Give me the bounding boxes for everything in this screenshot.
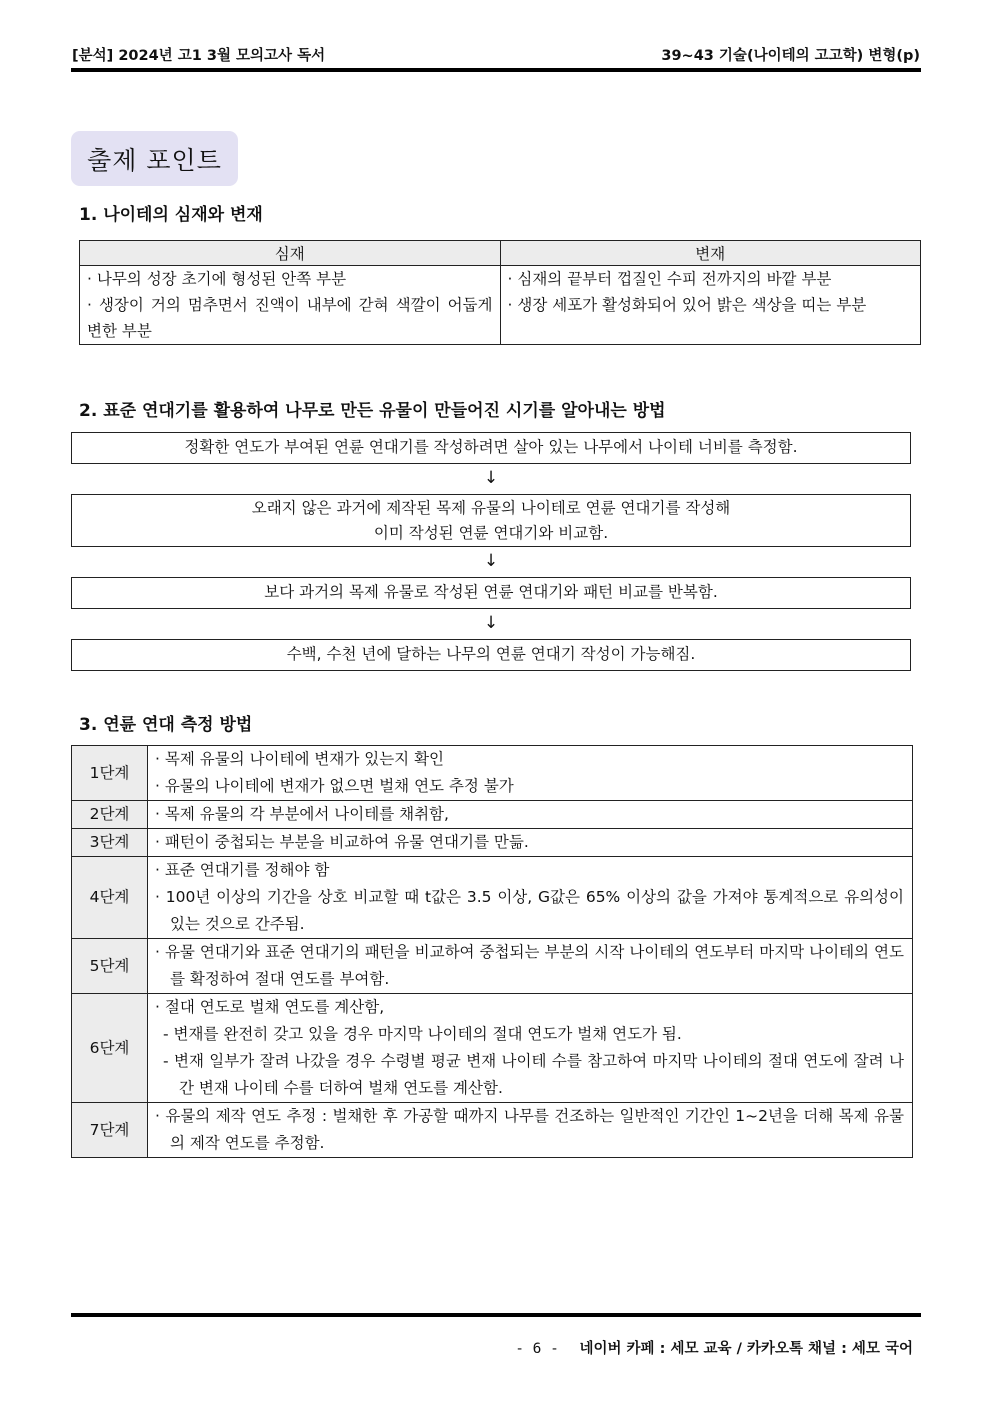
stage-label: 4단계	[72, 857, 148, 939]
heartwood-sapwood-table	[79, 240, 921, 345]
stage-label: 7단계	[72, 1103, 148, 1158]
flow-step-1	[71, 432, 911, 464]
section3-title: 3. 연륜 연대 측정 방법	[79, 715, 253, 735]
stage-row	[72, 829, 913, 857]
down-arrow-icon: ↓	[483, 613, 499, 633]
stage-desc	[148, 801, 913, 829]
footer	[515, 1337, 913, 1358]
stage-label: 3단계	[72, 829, 148, 857]
stage-desc	[148, 829, 913, 857]
sapwood-line: · 생장 세포가 활성화되어 있어 밝은 색상을 띠는 부분	[507, 296, 867, 314]
header-divider	[71, 68, 921, 72]
header-left-title: [분석] 2024년 고1 3월 모의고사 독서	[72, 48, 326, 64]
stage-line: - 변재 일부가 잘려 나갔을 경우 수령별 평균 변재 나이테 수를 참고하여 마지막 나이테의 절대 연도에 잘려 나간 변재 나이테 수를 더하여 벌채 연도를 계산함.	[163, 1052, 904, 1097]
sapwood-header: 변재	[500, 241, 921, 266]
stage-label: 2단계	[72, 801, 148, 829]
stage-desc	[148, 857, 913, 939]
footer-divider	[71, 1313, 921, 1317]
stage-row	[72, 994, 913, 1103]
heartwood-line: · 나무의 성장 초기에 형성된 안쪽 부분	[87, 270, 347, 288]
heartwood-cell	[80, 266, 501, 345]
stage-line: · 유물의 나이테에 변재가 없으면 벌채 연도 추정 불가	[155, 777, 514, 795]
flow-step-2	[71, 494, 911, 547]
flow-step-text: 오래지 않은 과거에 제작된 목제 유물의 나이테로 연륜 연대기를 작성해	[251, 499, 731, 517]
heartwood-header: 심재	[80, 241, 501, 266]
stage-line: · 유물의 제작 연도 추정 : 벌채한 후 가공할 때까지 나무를 건조하는 일반적인 기간인 1~2년을 더해 목제 유물의 제작 연도를 추정함.	[155, 1107, 904, 1152]
heartwood-line: · 생장이 거의 멈추면서 진액이 내부에 갇혀 색깔이 어둡게 변한 부분	[87, 296, 493, 340]
stage-label: 5단계	[72, 939, 148, 994]
flow-step-3	[71, 577, 911, 609]
stage-label: 1단계	[72, 746, 148, 801]
stage-desc	[148, 1103, 913, 1158]
stage-line: · 100년 이상의 기간을 상호 비교할 때 t값은 3.5 이상, G값은 65% 이상의 값을 가져야 통계적으로 유의성이 있는 것으로 간주됨.	[155, 888, 904, 933]
stage-row	[72, 746, 913, 801]
section1-title: 1. 나이테의 심재와 변재	[79, 205, 263, 225]
stage-row	[72, 857, 913, 939]
stage-line: · 목제 유물의 나이테에 변재가 있는지 확인	[155, 750, 445, 768]
stage-line: · 유물 연대기와 표준 연대기의 패턴을 비교하여 중첩되는 부분의 시작 나이테의 연도부터 마지막 나이테의 연도를 확정하여 절대 연도를 부여함.	[155, 943, 904, 988]
stage-line: · 패턴이 중첩되는 부분을 비교하여 유물 연대기를 만듦.	[155, 833, 529, 851]
stage-row	[72, 1103, 913, 1158]
stage-desc	[148, 994, 913, 1103]
stage-line: · 표준 연대기를 정해야 함	[155, 861, 330, 879]
stage-desc	[148, 746, 913, 801]
page-number: - 6 -	[515, 1341, 559, 1357]
sapwood-line: · 심재의 끝부터 껍질인 수피 전까지의 바깥 부분	[507, 270, 832, 288]
dating-method-table	[71, 745, 913, 1158]
flow-step-4	[71, 639, 911, 671]
stage-row	[72, 801, 913, 829]
flow-step-text: 보다 과거의 목제 유물로 작성된 연륜 연대기와 패턴 비교를 반복함.	[264, 583, 718, 601]
stage-line: - 변재를 완전히 갖고 있을 경우 마지막 나이테의 절대 연도가 벌채 연도가 됨.	[163, 1025, 682, 1043]
down-arrow-icon: ↓	[483, 551, 499, 571]
down-arrow-icon: ↓	[483, 468, 499, 488]
stage-row	[72, 939, 913, 994]
stage-label: 6단계	[72, 994, 148, 1103]
flow-step-text: 이미 작성된 연륜 연대기와 비교함.	[373, 524, 609, 542]
flow-step-text: 수백, 수천 년에 달하는 나무의 연륜 연대기 작성이 가능해짐.	[286, 645, 696, 663]
stage-line: · 목제 유물의 각 부분에서 나이테를 채취함,	[155, 805, 449, 823]
footer-source: 네이버 카페 : 세모 교육 / 카카오톡 채널 : 세모 국어	[579, 1341, 913, 1357]
header-right-title: 39~43 기술(나이테의 고고학) 변형(p)	[661, 48, 920, 64]
stage-desc	[148, 939, 913, 994]
flow-step-text: 정확한 연도가 부여된 연륜 연대기를 작성하려면 살아 있는 나무에서 나이테 너비를 측정함.	[184, 438, 798, 456]
sapwood-cell	[500, 266, 921, 345]
exam-point-badge: 출제 포인트	[71, 131, 238, 186]
stage-line: · 절대 연도로 벌채 연도를 계산함,	[155, 998, 385, 1016]
section2-title: 2. 표준 연대기를 활용하여 나무로 만든 유물이 만들어진 시기를 알아내는 방법	[79, 401, 666, 421]
